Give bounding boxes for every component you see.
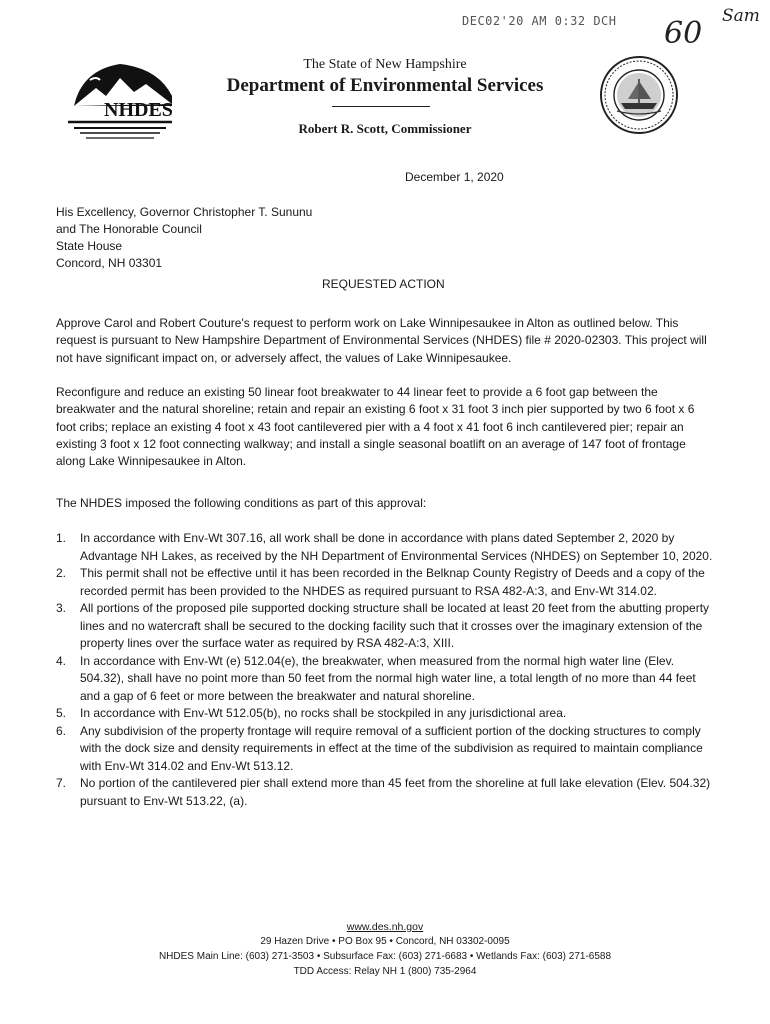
footer-phone-numbers: NHDES Main Line: (603) 271-3503 • Subsurface Fax: (603) 271-6683 • Wetlands Fax: (603) 271-6588	[158, 951, 612, 962]
condition-text: All portions of the proposed pile supported docking structure shall be located at least 20 feet from the abutting property lines and no watercraft shall be secured to the docking facility such that it crosses over the imaginary extension of the property lines over the surface water as required by RSA 482-A:3, XIII.	[80, 601, 710, 650]
address-line: State House	[56, 239, 123, 253]
condition-number: 3.	[56, 601, 67, 615]
condition-text: Any subdivision of the property frontage will require removal of a sufficient portion of the docking structures to comply with the dock size and density requirements in effect at the time of the subdivision as required to maintain compliance with Env-Wt 314.02 and Env-Wt 513.12.	[80, 723, 703, 773]
condition-text: In accordance with Env-Wt 307.16, all work shall be done in accordance with plans dated September 2, 2020 by Advantage NH Lakes, as received by the NH Department of Environmental Services (NHDES) on September 10, 2020.	[80, 531, 713, 563]
condition-item	[56, 705, 716, 723]
conditions-list	[56, 530, 716, 810]
logo-text: NHDES	[104, 99, 173, 121]
condition-text: In accordance with Env-Wt 512.05(b), no rocks shall be stockpiled in any jurisdictional area.	[80, 706, 567, 720]
condition-text: In accordance with Env-Wt (e) 512.04(e), the breakwater, when measured from the normal high water line (Elev. 504.32), shall have no point more than 50 feet from the normal high water line, a total length of no more than 44 feet and a gap of 6 feet or more between the breakwater and natural shoreline.	[80, 653, 696, 703]
recipient-address	[56, 204, 312, 272]
project-description-paragraph: Reconfigure and reduce an existing 50 linear foot breakwater to 44 linear feet to provide a 6 foot gap between the breakwater and the natural shoreline; retain and repair an existing 6 foot x 31 foot 3 inch pier supported by two 6 foot x 6 foot cribs; replace an existing 4 foot x 43 foot cantilevered pier with a 4 foot x 41 foot 6 inch cantilevered pier; repair an existing 3 foot x 12 foot connecting walkway; and install a single seasonal boatlift on an average of 147 foot of frontage along Lake Winnipesaukee in Alton.	[56, 385, 695, 469]
condition-item	[56, 600, 716, 653]
handwritten-initials: Sam	[722, 6, 760, 26]
header-divider	[332, 106, 430, 107]
letter-date: December 1, 2020	[405, 170, 504, 184]
condition-item	[56, 530, 716, 565]
handwritten-item-number: 60	[664, 16, 703, 51]
state-seal	[599, 55, 679, 135]
state-name: The State of New Hampshire	[303, 57, 467, 72]
received-date-stamp: DEC02'20 AM 0:32 DCH	[462, 14, 617, 28]
website-link[interactable]: www.des.nh.gov	[346, 921, 424, 933]
condition-number: 4.	[56, 653, 67, 668]
footer-tdd: TDD Access: Relay NH 1 (800) 735-2964	[293, 966, 477, 977]
condition-number: 6.	[56, 723, 67, 738]
condition-number: 1.	[56, 531, 67, 545]
condition-number: 5.	[56, 706, 67, 720]
condition-item	[56, 565, 716, 600]
condition-item	[56, 775, 716, 810]
condition-number: 2.	[56, 566, 67, 580]
footer-address: 29 Hazen Drive • PO Box 95 • Concord, NH 03302-0095	[260, 936, 510, 947]
condition-item	[56, 653, 716, 706]
nhdes-logo	[60, 58, 188, 144]
condition-text: No portion of the cantilevered pier shall extend more than 45 feet from the shoreline at full lake elevation (Elev. 504.32) pursuant to Env-Wt 513.22, (a).	[80, 776, 711, 808]
request-paragraph: Approve Carol and Robert Couture's request to perform work on Lake Winnipesaukee in Alton as outlined below. This request is pursuant to New Hampshire Department of Environmental Services (NHDES) file # 2020-02303. This project will not have significant impact on, or adversely affect, the values of Lake Winnipesaukee.	[56, 316, 707, 365]
department-name: Department of Environmental Services	[226, 75, 544, 96]
address-line: and The Honorable Council	[56, 222, 202, 236]
address-line: Concord, NH 03301	[56, 256, 163, 270]
condition-text: This permit shall not be effective until it has been recorded in the Belknap County Registry of Deeds and a copy of the recorded permit has been provided to the NHDES as required pursuant to RSA 482-A:3, and Env-Wt 314.02.	[80, 566, 705, 598]
conditions-intro: The NHDES imposed the following conditions as part of this approval:	[56, 496, 427, 510]
requested-action-heading: REQUESTED ACTION	[322, 277, 445, 291]
commissioner-name: Robert R. Scott, Commissioner	[298, 121, 472, 136]
condition-number: 7.	[56, 776, 67, 790]
address-line: His Excellency, Governor Christopher T. Sununu	[56, 205, 313, 219]
condition-item	[56, 723, 716, 776]
